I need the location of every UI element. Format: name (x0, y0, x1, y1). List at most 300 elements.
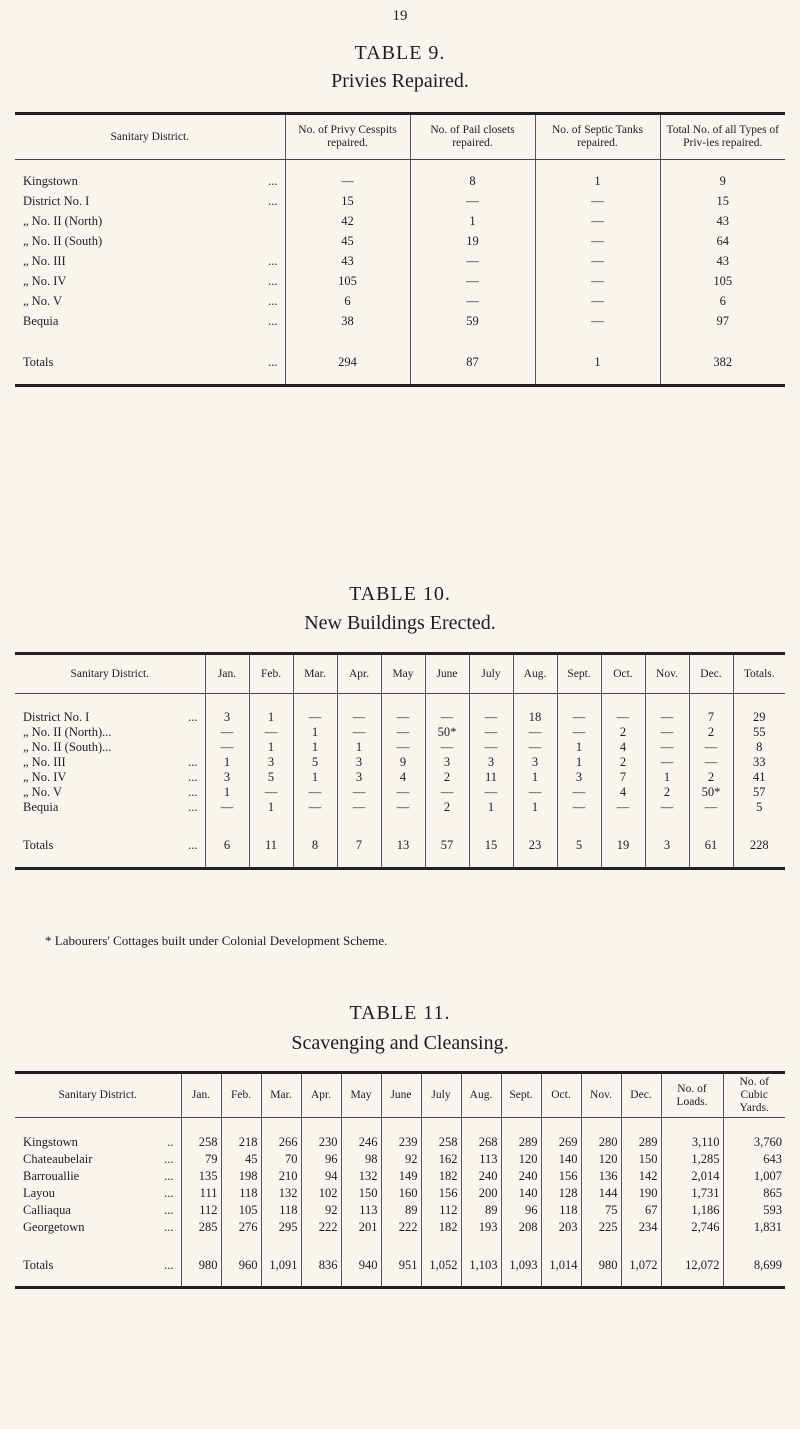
value-cell: 201 (341, 1219, 381, 1236)
spacer-cell (501, 1236, 541, 1246)
spacer-cell (205, 815, 249, 825)
value-cell: — (645, 710, 689, 725)
spacer-cell (15, 694, 205, 710)
spacer-cell (461, 1118, 501, 1134)
value-cell: 1 (469, 800, 513, 815)
district-label (15, 342, 285, 386)
leader-dots: ... (188, 838, 198, 853)
district-label (15, 192, 285, 212)
value-cell: 5 (756, 799, 763, 814)
value-cell: 294 (285, 342, 410, 386)
spacer-cell (541, 1236, 581, 1246)
leader-dots: ... (164, 1185, 174, 1200)
table10-header: Oct. (601, 654, 645, 694)
table9-title: TABLE 9. (354, 42, 446, 64)
table9-row (15, 292, 785, 312)
table10-row (15, 740, 785, 755)
value-cell: 5 (293, 755, 337, 770)
spacer-cell (341, 1118, 381, 1134)
value-cell: 182 (421, 1168, 461, 1185)
spacer-cell (581, 1236, 621, 1246)
district-label (15, 740, 205, 755)
value-cell: 1,093 (501, 1246, 541, 1288)
table10-header: Apr. (337, 654, 381, 694)
value-cell: — (205, 800, 249, 815)
district-label (15, 785, 205, 800)
district-name: „ No. II (South) (23, 234, 103, 248)
leader-dots: .. (167, 1134, 174, 1149)
district-label (15, 1202, 181, 1219)
table10-header: Mar. (293, 654, 337, 694)
table9-header: Sanitary District. (15, 114, 285, 160)
district-label (15, 755, 205, 770)
value-cell: 87 (410, 342, 535, 386)
value-cell: 50* (425, 725, 469, 740)
value-cell: 230 (301, 1134, 341, 1151)
value-cell: 8 (410, 172, 535, 192)
value-cell: 940 (341, 1246, 381, 1288)
table10-footnote: * Labourers' Cottages built under Colonial Development Scheme. (45, 933, 388, 948)
district-name: „ No. V (23, 784, 63, 799)
table10-row (15, 710, 785, 725)
value-cell: — (645, 800, 689, 815)
table10-header: Jan. (205, 654, 249, 694)
value-cell: 6 (719, 294, 726, 308)
value-cell: 92 (381, 1151, 421, 1168)
value-cell: 15 (469, 825, 513, 869)
value-cell: — (293, 710, 337, 725)
leader-dots: ... (164, 1151, 174, 1166)
value-cell: 12,072 (661, 1246, 723, 1288)
value-cell: 105 (221, 1202, 261, 1219)
value-cell: 200 (461, 1185, 501, 1202)
value-cell: 8 (756, 739, 763, 754)
value-cell: 2 (601, 725, 645, 740)
district-label (15, 212, 285, 232)
value-cell: — (689, 800, 733, 815)
value-cell: 144 (581, 1185, 621, 1202)
value-cell: 225 (581, 1219, 621, 1236)
value-cell: 98 (341, 1151, 381, 1168)
value-cell: 182 (421, 1219, 461, 1236)
leader-dots: ... (164, 1168, 174, 1183)
value-cell: 1,091 (261, 1246, 301, 1288)
district-label (15, 725, 205, 740)
value-cell: 203 (541, 1219, 581, 1236)
table11-title: TABLE 11. (349, 1002, 451, 1024)
value-cell: 105 (285, 272, 410, 292)
district-label (15, 172, 285, 192)
value-cell: 3 (205, 710, 249, 725)
value-cell: — (557, 725, 601, 740)
table11-row (15, 1168, 785, 1185)
value-cell: — (469, 785, 513, 800)
value-cell: 57 (425, 825, 469, 869)
table10-header: Sanitary District. (15, 654, 205, 694)
value-cell: 1 (645, 770, 689, 785)
value-cell: 1,731 (661, 1185, 723, 1202)
spacer-cell (15, 1118, 181, 1134)
district-label (15, 252, 285, 272)
value-cell: — (645, 725, 689, 740)
value-cell: 5 (557, 825, 601, 869)
district-name: Georgetown (23, 1219, 85, 1234)
value-cell: 3 (513, 755, 557, 770)
value-cell: 1,831 (753, 1219, 782, 1234)
table11 (15, 1071, 785, 1289)
value-cell: — (601, 710, 645, 725)
district-name: Bequia (23, 799, 59, 814)
value-cell: 11 (249, 825, 293, 869)
spacer-cell (723, 1118, 785, 1134)
value-cell: — (469, 725, 513, 740)
district-label (15, 312, 285, 332)
spacer-cell (645, 815, 689, 825)
spacer-cell (601, 694, 645, 710)
value-cell: 45 (221, 1151, 261, 1168)
district-name: Kingstown (23, 1134, 78, 1149)
value-cell: 135 (181, 1168, 221, 1185)
spacer-cell (15, 160, 285, 172)
spacer-cell (541, 1118, 581, 1134)
table11-header: No. of Loads. (661, 1073, 723, 1118)
value-cell: — (469, 740, 513, 755)
value-cell: 57 (753, 784, 766, 799)
value-cell: — (601, 800, 645, 815)
spacer-cell (181, 1118, 221, 1134)
value-cell: 43 (285, 252, 410, 272)
district-label (15, 232, 285, 252)
leader-dots: ... (268, 174, 278, 188)
spacer-cell (293, 694, 337, 710)
table10-subtitle: New Buildings Erected. (304, 612, 496, 634)
spacer-cell (557, 694, 601, 710)
value-cell: 3 (205, 770, 249, 785)
value-cell: 118 (221, 1185, 261, 1202)
table10-header: Feb. (249, 654, 293, 694)
value-cell: 19 (410, 232, 535, 252)
value-cell: — (337, 725, 381, 740)
district-label (15, 770, 205, 785)
value-cell: 128 (541, 1185, 581, 1202)
leader-dots: ... (164, 1202, 174, 1217)
leader-dots: ... (268, 194, 278, 208)
value-cell: — (293, 785, 337, 800)
table10-header: July (469, 654, 513, 694)
value-cell: — (535, 192, 660, 212)
value-cell: 3 (337, 770, 381, 785)
spacer-cell (425, 694, 469, 710)
value-cell: 105 (713, 274, 733, 288)
table10-header: Aug. (513, 654, 557, 694)
value-cell: 2 (425, 800, 469, 815)
value-cell: — (557, 710, 601, 725)
value-cell: 980 (581, 1246, 621, 1288)
value-cell: 8 (293, 825, 337, 869)
value-cell: 9 (381, 755, 425, 770)
leader-dots: ... (188, 799, 198, 814)
value-cell: 1 (535, 172, 660, 192)
table10 (15, 652, 785, 870)
value-cell: 2 (645, 785, 689, 800)
spacer-row (15, 694, 785, 710)
spacer-cell (301, 1118, 341, 1134)
table9-row (15, 212, 785, 232)
value-cell: 593 (763, 1202, 782, 1217)
table11-totals-row (15, 1246, 785, 1288)
table10-header: Sept. (557, 654, 601, 694)
value-cell: — (381, 800, 425, 815)
table11-row (15, 1134, 785, 1151)
district-label (15, 710, 205, 725)
table9-header: No. of Septic Tanks repaired. (535, 114, 660, 160)
value-cell: 75 (581, 1202, 621, 1219)
value-cell: 94 (301, 1168, 341, 1185)
table11-header: Sept. (501, 1073, 541, 1118)
value-cell: 8,699 (723, 1246, 785, 1288)
value-cell: 1 (557, 755, 601, 770)
value-cell: — (381, 725, 425, 740)
value-cell: 1,052 (421, 1246, 461, 1288)
value-cell: 118 (261, 1202, 301, 1219)
district-name: „ No. II (North) (23, 214, 103, 228)
table11-header: July (421, 1073, 461, 1118)
value-cell: — (293, 800, 337, 815)
value-cell: 43 (716, 254, 729, 268)
spacer-cell (261, 1118, 301, 1134)
spacer-cell (661, 1118, 723, 1134)
value-cell: 234 (621, 1219, 661, 1236)
table9-row (15, 312, 785, 332)
table9-header: No. of Pail closets repaired. (410, 114, 535, 160)
table11-row (15, 1185, 785, 1202)
district-name: Totals (23, 355, 54, 370)
spacer-row (15, 1236, 785, 1246)
value-cell: — (381, 710, 425, 725)
district-label (15, 1246, 181, 1288)
value-cell: 193 (461, 1219, 501, 1236)
value-cell: 2,746 (661, 1219, 723, 1236)
value-cell: 4 (601, 740, 645, 755)
value-cell: 1 (293, 740, 337, 755)
spacer-cell (513, 694, 557, 710)
value-cell: 980 (181, 1246, 221, 1288)
value-cell: 285 (181, 1219, 221, 1236)
district-label (15, 1185, 181, 1202)
table10-header: Dec. (689, 654, 733, 694)
value-cell: 222 (381, 1219, 421, 1236)
spacer-cell (421, 1118, 461, 1134)
value-cell: — (337, 785, 381, 800)
value-cell: 3 (557, 770, 601, 785)
value-cell: 2 (689, 770, 733, 785)
value-cell: 67 (621, 1202, 661, 1219)
value-cell: 276 (221, 1219, 261, 1236)
value-cell: 61 (689, 825, 733, 869)
leader-dots: ... (268, 314, 278, 328)
value-cell: — (535, 252, 660, 272)
spacer-cell (381, 815, 425, 825)
value-cell: — (645, 740, 689, 755)
table10-header: Nov. (645, 654, 689, 694)
value-cell: 142 (621, 1168, 661, 1185)
value-cell: 18 (513, 710, 557, 725)
table10-row (15, 755, 785, 770)
spacer-cell (410, 332, 535, 342)
table11-row (15, 1202, 785, 1219)
value-cell: 1,014 (541, 1246, 581, 1288)
value-cell: — (535, 312, 660, 332)
value-cell: 1,285 (661, 1151, 723, 1168)
value-cell: 96 (301, 1151, 341, 1168)
table9-row (15, 252, 785, 272)
value-cell: 38 (285, 312, 410, 332)
value-cell: 269 (541, 1134, 581, 1151)
value-cell: 1 (513, 770, 557, 785)
spacer-cell (341, 1236, 381, 1246)
value-cell: 1 (337, 740, 381, 755)
leader-dots: ... (164, 1219, 174, 1234)
value-cell: — (689, 755, 733, 770)
table10-title: TABLE 10. (349, 583, 451, 605)
value-cell: 268 (461, 1134, 501, 1151)
table10-row (15, 770, 785, 785)
value-cell: 865 (763, 1185, 782, 1200)
spacer-row (15, 1118, 785, 1134)
value-cell: — (205, 740, 249, 755)
table10-row (15, 725, 785, 740)
value-cell: 239 (381, 1134, 421, 1151)
value-cell: 55 (753, 724, 766, 739)
value-cell: 3 (469, 755, 513, 770)
value-cell: — (469, 710, 513, 725)
value-cell: 266 (261, 1134, 301, 1151)
value-cell: 3,760 (753, 1134, 782, 1149)
value-cell: — (249, 725, 293, 740)
value-cell: 1 (205, 785, 249, 800)
value-cell: 7 (689, 710, 733, 725)
value-cell: 79 (181, 1151, 221, 1168)
spacer-cell (461, 1236, 501, 1246)
value-cell: 295 (261, 1219, 301, 1236)
value-cell: 136 (581, 1168, 621, 1185)
value-cell: — (645, 755, 689, 770)
value-cell: 15 (716, 194, 729, 208)
value-cell: 240 (461, 1168, 501, 1185)
value-cell: — (535, 292, 660, 312)
value-cell: — (381, 785, 425, 800)
value-cell: 43 (716, 214, 729, 228)
table9-row (15, 232, 785, 252)
table11-header: June (381, 1073, 421, 1118)
table11-header: Jan. (181, 1073, 221, 1118)
value-cell: 1 (249, 800, 293, 815)
spacer-cell (381, 1236, 421, 1246)
spacer-cell (661, 1236, 723, 1246)
value-cell: 1,103 (461, 1246, 501, 1288)
spacer-cell (689, 694, 733, 710)
value-cell: 960 (221, 1246, 261, 1288)
spacer-cell (381, 694, 425, 710)
district-name: Totals (23, 1258, 54, 1273)
spacer-row (15, 815, 785, 825)
leader-dots: ... (268, 254, 278, 268)
value-cell: 222 (301, 1219, 341, 1236)
spacer-cell (15, 815, 205, 825)
value-cell: — (557, 800, 601, 815)
spacer-cell (181, 1236, 221, 1246)
value-cell: 1 (249, 710, 293, 725)
spacer-cell (535, 332, 660, 342)
value-cell: 1 (293, 770, 337, 785)
value-cell: 132 (341, 1168, 381, 1185)
spacer-cell (337, 815, 381, 825)
value-cell: — (205, 725, 249, 740)
value-cell: 45 (285, 232, 410, 252)
spacer-cell (285, 332, 410, 342)
table11-row (15, 1151, 785, 1168)
value-cell: 9 (719, 174, 726, 188)
value-cell: — (249, 785, 293, 800)
value-cell: 111 (181, 1185, 221, 1202)
value-cell: 89 (381, 1202, 421, 1219)
value-cell: 150 (341, 1185, 381, 1202)
spacer-cell (249, 694, 293, 710)
value-cell: 2,014 (661, 1168, 723, 1185)
value-cell: 92 (301, 1202, 341, 1219)
district-name: Calliaqua (23, 1202, 71, 1217)
value-cell: 50* (689, 785, 733, 800)
spacer-cell (249, 815, 293, 825)
table10-header: May (381, 654, 425, 694)
value-cell: 113 (341, 1202, 381, 1219)
table10-header: June (425, 654, 469, 694)
leader-dots: ... (268, 274, 278, 288)
value-cell: 1 (535, 342, 660, 386)
district-name: „ No. V (23, 294, 63, 308)
value-cell: — (557, 785, 601, 800)
table11-header: Oct. (541, 1073, 581, 1118)
value-cell: 1 (410, 212, 535, 232)
spacer-cell (621, 1118, 661, 1134)
value-cell: — (410, 272, 535, 292)
spacer-cell (601, 815, 645, 825)
spacer-cell (421, 1236, 461, 1246)
district-name: „ No. III (23, 754, 66, 769)
value-cell: 1 (293, 725, 337, 740)
value-cell: 59 (410, 312, 535, 332)
table10-row (15, 785, 785, 800)
spacer-row (15, 332, 785, 342)
spacer-cell (15, 1236, 181, 1246)
spacer-cell (645, 694, 689, 710)
value-cell: 3 (645, 825, 689, 869)
value-cell: — (337, 800, 381, 815)
spacer-cell (469, 815, 513, 825)
value-cell: 218 (221, 1134, 261, 1151)
value-cell: — (513, 725, 557, 740)
value-cell: 11 (469, 770, 513, 785)
value-cell: 246 (341, 1134, 381, 1151)
value-cell: 6 (285, 292, 410, 312)
value-cell: 1 (205, 755, 249, 770)
district-name: Barrouallie (23, 1168, 80, 1183)
value-cell: 1 (249, 740, 293, 755)
district-name: District No. I (23, 194, 90, 208)
value-cell: 118 (541, 1202, 581, 1219)
value-cell: 33 (753, 754, 766, 769)
spacer-cell (733, 694, 785, 710)
